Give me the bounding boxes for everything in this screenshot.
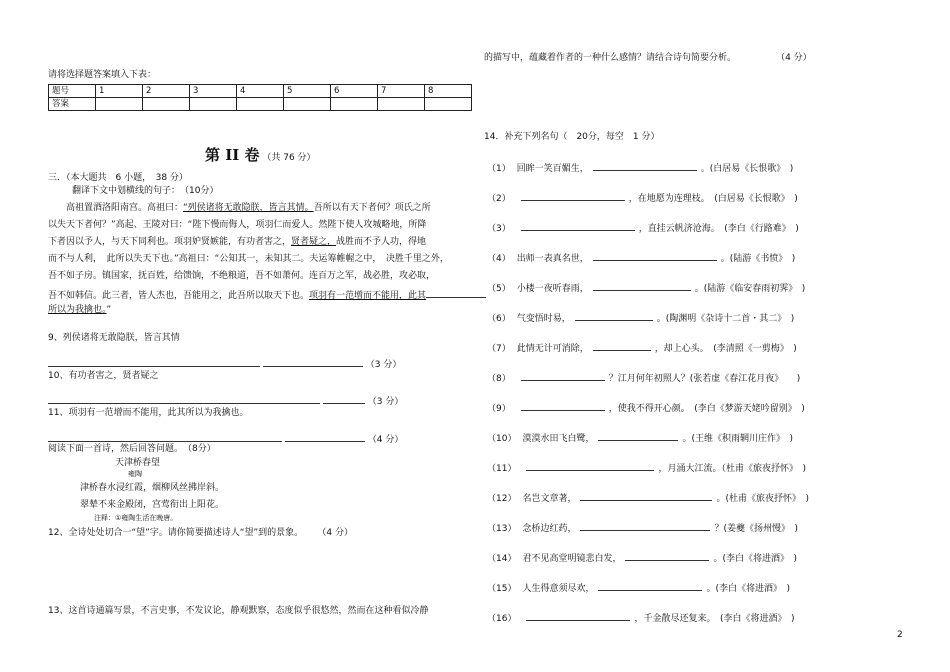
fill-in-item [487, 251, 795, 265]
question-11: 11、项羽有一范增而不能用，此其所以为我擒也。 [48, 408, 249, 418]
item-number: （2） [487, 194, 511, 204]
underline-extension [426, 288, 486, 298]
item-number: （9） [487, 404, 511, 414]
table-row-numbers [49, 85, 472, 98]
passage-line-5: 吾不如子房。镇国家，抚百姓，给馈饷，不绝粮道，吾不如萧何。连百万之军，战必胜，攻必取， [48, 271, 436, 281]
answer-blank[interactable] [593, 281, 691, 291]
fill-in-item [487, 581, 790, 595]
underlined-sentence: “列侯诸将无敢隐朕，皆言其情。 [183, 203, 314, 213]
answer-cell[interactable] [425, 98, 472, 111]
question-10: 10、有功者害之，贤者疑之 [48, 371, 159, 381]
answer-blank[interactable] [48, 432, 282, 442]
answer-blank[interactable] [593, 251, 717, 261]
answer-blank[interactable] [521, 401, 605, 411]
answer-cell[interactable] [284, 98, 331, 111]
answer-blank[interactable] [285, 432, 365, 442]
table-cell-number: 7 [378, 85, 425, 98]
passage-line-1: 高祖置酒洛阳南宫。高祖曰：“列侯诸将无敢隐朕，皆言其情。吾所以有天下者何？项氏之所 [66, 203, 431, 213]
table-cell-number: 5 [284, 85, 331, 98]
fill-in-item [487, 341, 797, 355]
poem-author: 雍陶 [128, 470, 142, 478]
passage-line-2: 以失天下者何？”高起、王陵对曰：“陛下慢而侮人，项羽仁而爱人。然陛下使人攻城略地，所降 [48, 220, 427, 230]
item-suffix: 。(王维《积雨辋川庄作》 ) [682, 434, 793, 444]
answer-cell[interactable] [331, 98, 378, 111]
underlined-sentence: 项羽有一范增而不能用，此其 [309, 291, 427, 301]
answer-blank[interactable] [526, 611, 630, 621]
answer-blank[interactable] [526, 461, 654, 471]
table-cell-number: 3 [190, 85, 237, 98]
item-number: （14） [487, 554, 517, 564]
answer-blank[interactable] [625, 551, 709, 561]
item-number: （3） [487, 224, 511, 234]
answer-cell[interactable] [96, 98, 143, 111]
item-prefix: 漠漠水田飞白鹭， [522, 434, 595, 444]
question-12: 12、全诗处处切合一“望”字。请你简要描述诗人“望”到的景象。 （4 分） [48, 528, 354, 538]
item-suffix: ，直挂云帆济沧海。 (李白《行路难》 ) [638, 224, 799, 234]
answer-blank[interactable] [263, 357, 363, 367]
passage-line-6: 吾不如韩信。此三者，皆人杰也，吾能用之，此吾所以取天下也。项羽有一范增而不能用，此其 [48, 288, 486, 302]
answer-blank[interactable] [575, 311, 653, 321]
table-cell-number: 2 [143, 85, 190, 98]
answer-line-q9 [48, 357, 401, 371]
item-number: （16） [487, 614, 517, 624]
question-13: 13、这首诗通篇写景，不言史事，不发议论，静观默察，态度似乎很悠然，然而在这种看似冷静 [48, 606, 429, 616]
answer-blank[interactable] [580, 491, 712, 501]
passage-line-3: 下者因以予人，与天下同利也。项羽妒贤嫉能，有功者害之，贤者疑之，战胜而不予人功，得地 [48, 237, 427, 247]
item-prefix: 君不见高堂明镜悲白发， [522, 554, 622, 564]
answer-cell[interactable] [378, 98, 425, 111]
table-row-label: 答案 [49, 98, 96, 111]
table-row-label: 题号 [49, 85, 96, 98]
item-number: （5） [487, 284, 511, 294]
item-suffix: ，千金散尽还复来。 (李白《将进酒》 ) [634, 614, 795, 624]
item-suffix: ？江月何年初照人？(张若虚《春江花月夜》 ) [608, 374, 801, 384]
item-prefix: 人生得意须尽欢， [522, 584, 595, 594]
item-suffix: ？(姜夔《扬州慢》 ) [714, 524, 798, 534]
item-suffix: 。(白居易《长恨歌》 ) [700, 164, 794, 174]
score: （4 分） [367, 435, 404, 445]
item-prefix: 回眸一笑百媚生， [516, 164, 589, 174]
poem-title: 天津桥春望 [115, 458, 161, 468]
fill-in-item [487, 371, 800, 385]
fill-in-item [487, 191, 798, 205]
score: （3 分） [367, 397, 404, 407]
passage-line-7: 所以为我擒也。” [48, 305, 112, 315]
score: （3 分） [365, 360, 402, 370]
item-number: （6） [487, 314, 511, 324]
answer-blank[interactable] [593, 341, 651, 351]
fill-in-item [487, 161, 793, 175]
item-suffix: ，在地愿为连理枝。 (白居易《长恨歌》 ) [628, 194, 798, 204]
item-prefix: 名岂文章著， [522, 494, 577, 504]
page-number: 2 [897, 630, 903, 640]
poem-note: 注释：①雍陶生活在晚唐。 [94, 514, 178, 522]
score: （4 分） [776, 53, 812, 63]
fill-in-item [487, 431, 793, 445]
fill-in-item [487, 551, 797, 565]
answer-blank[interactable] [598, 431, 678, 441]
question-14-header: 14．补充下列名句（ 20分，每空 1 分） [484, 132, 660, 142]
passage-line-4: 而不与人利， 此所以失天下也。”高祖曰：“公知其一，未知其二。夫运筹帷幄之中， 决胜千里之外， [48, 254, 449, 264]
answer-blank[interactable] [521, 371, 605, 381]
question-13-continued: 的描写中，蕴藏着作者的一种什么感情？请结合诗句简要分析。 （4 分） [484, 53, 812, 63]
item-prefix: 念桥边红药， [522, 524, 577, 534]
item-number: （13） [487, 524, 517, 534]
table-row-answers [49, 98, 472, 111]
item-suffix: 。(陆游《临安春雨初霁》 ) [694, 284, 806, 294]
item-number: （4） [487, 254, 511, 264]
answer-blank[interactable] [48, 357, 260, 367]
fill-in-item [487, 281, 805, 295]
fill-in-item [487, 521, 798, 535]
poem-instruction: 阅读下面一首诗，然后回答问题。 （8分） [48, 444, 216, 454]
item-number: （15） [487, 584, 517, 594]
item-suffix: 。(杜甫《旅夜抒怀》 ) [716, 494, 809, 504]
item-number: （1） [487, 164, 511, 174]
answer-table [48, 84, 472, 111]
fill-in-item [487, 461, 806, 475]
translate-instruction: 翻译下文中划横线的句子： （10分） [72, 186, 219, 196]
table-cell-number: 8 [425, 85, 472, 98]
fill-in-item [487, 221, 799, 235]
table-caption: 请将选择题答案填入下表： [48, 70, 157, 80]
answer-cell[interactable] [190, 98, 237, 111]
item-suffix: 。(李白《将进酒》 ) [713, 554, 797, 564]
table-cell-number: 6 [331, 85, 378, 98]
poem-line-2: 翠辇不来金殿闭，宫莺衔出上阳花。 [80, 500, 225, 510]
answer-blank[interactable] [48, 394, 320, 404]
item-number: （11） [487, 464, 517, 474]
answer-blank[interactable] [598, 581, 702, 591]
score: （4 分） [317, 528, 354, 538]
answer-blank[interactable] [593, 161, 697, 171]
fill-in-item [487, 491, 809, 505]
underlined-sentence: 贤者疑之， [291, 237, 337, 247]
item-suffix: ，月涌大江流。（杜甫《旅夜抒怀》 ) [658, 464, 806, 474]
answer-blank[interactable] [323, 394, 365, 404]
item-suffix: ，却上心头。 (李清照《一剪梅》 ) [654, 344, 797, 354]
fill-in-item [487, 611, 794, 625]
item-prefix: 气变悟时易， [516, 314, 571, 324]
item-suffix: 。(李白《将进酒》 ) [706, 584, 790, 594]
answer-blank[interactable] [521, 191, 625, 201]
poem-line-1: 津桥春水浸红霞，烟柳风丝拂岸斜。 [80, 483, 225, 493]
item-number: （8） [487, 374, 511, 384]
item-suffix: 。(陆游《书愤》 ) [720, 254, 796, 264]
fill-in-item [487, 311, 794, 325]
table-cell-number: 4 [237, 85, 284, 98]
answer-blank[interactable] [580, 521, 710, 531]
section-title: 第 II 卷 （共 76 分） [205, 146, 316, 164]
item-number: （10） [487, 434, 517, 444]
answer-blank[interactable] [521, 221, 635, 231]
fill-in-item [487, 401, 805, 415]
answer-cell[interactable] [143, 98, 190, 111]
question-9: 9、列侯诸将无敢隐朕，皆言其情 [48, 333, 180, 343]
underlined-sentence: 所以为我擒也。 [48, 305, 107, 315]
item-suffix: ，使我不得开心颜。 (李白《梦游天姥吟留别》 ) [608, 404, 805, 414]
item-prefix: 此情无计可消除， [516, 344, 589, 354]
table-cell-number: 1 [96, 85, 143, 98]
item-number: （7） [487, 344, 511, 354]
answer-line-q10 [48, 394, 403, 408]
part3-header: 三．（本大题共 6 小题， 38 分） [48, 173, 188, 183]
item-suffix: 。(陶渊明《杂诗十二首・其二》 ) [656, 314, 795, 324]
answer-cell[interactable] [237, 98, 284, 111]
item-prefix: 小楼一夜听春雨， [516, 284, 589, 294]
item-number: （12） [487, 494, 517, 504]
item-prefix: 出师一表真名世， [516, 254, 589, 264]
